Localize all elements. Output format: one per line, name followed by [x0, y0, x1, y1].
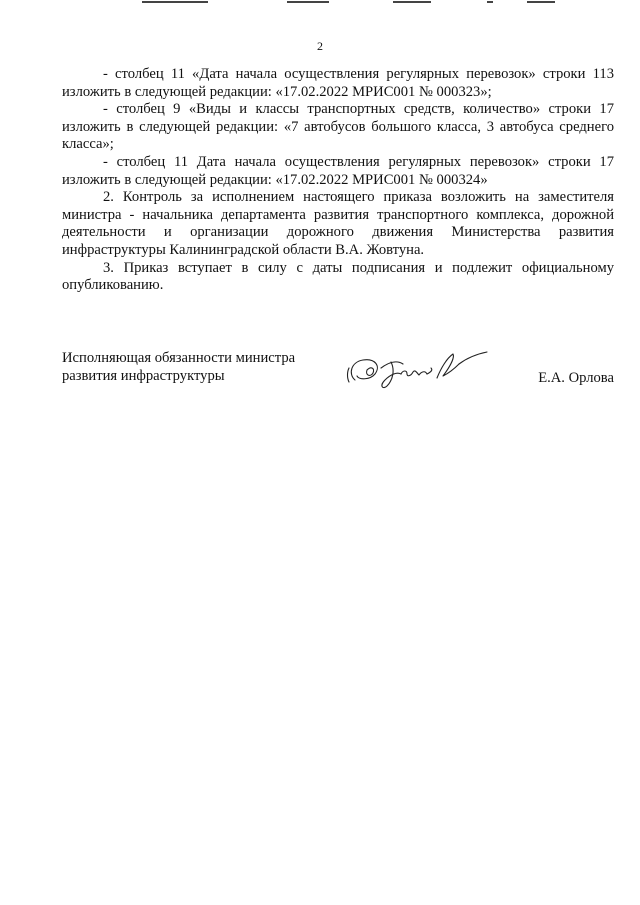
paragraph-column-11-row-17: - столбец 11 Дата начала осуществления регулярных перевозок» строки 17 изложить в следующей редакции: «17.02.2022 МРИС001 № 000324»	[62, 153, 614, 188]
paragraph-control-clause: 2. Контроль за исполнением настоящего приказа возложить на заместителя министра - начальника департамента развития транспортного комплекса, дорожной деятельности и организации дорожного движения Министерства развития инфраструктуры Калининградской области В.А. Жовтуна.	[62, 189, 614, 258]
paragraph-effective-clause: 3. Приказ вступает в силу с даты подписания и подлежит официальному опубликованию.	[62, 259, 614, 294]
signature-block	[62, 348, 614, 398]
signer-title-line-1: Исполняющая обязанности министра	[62, 350, 296, 366]
signer-title	[62, 350, 322, 385]
signer-name: Е.А. Орлова	[538, 370, 614, 386]
paragraph-column-11-row-113: - столбец 11 «Дата начала осуществления регулярных перевозок» строки 113 изложить в следующей редакции: «17.02.2022 МРИС001 № 000323»;	[62, 66, 614, 100]
page-number: 2	[317, 39, 323, 53]
scan-top-marks	[0, 0, 640, 6]
paragraph-column-9-row-17: - столбец 9 «Виды и классы транспортных средств, количество» строки 17 изложить в следующей редакции: «7 автобусов большого класса, 3 автобуса среднего класса»;	[62, 101, 614, 153]
document-body	[62, 66, 614, 295]
signer-title-line-2: развития инфраструктуры	[62, 367, 225, 384]
handwritten-signature	[345, 348, 495, 392]
